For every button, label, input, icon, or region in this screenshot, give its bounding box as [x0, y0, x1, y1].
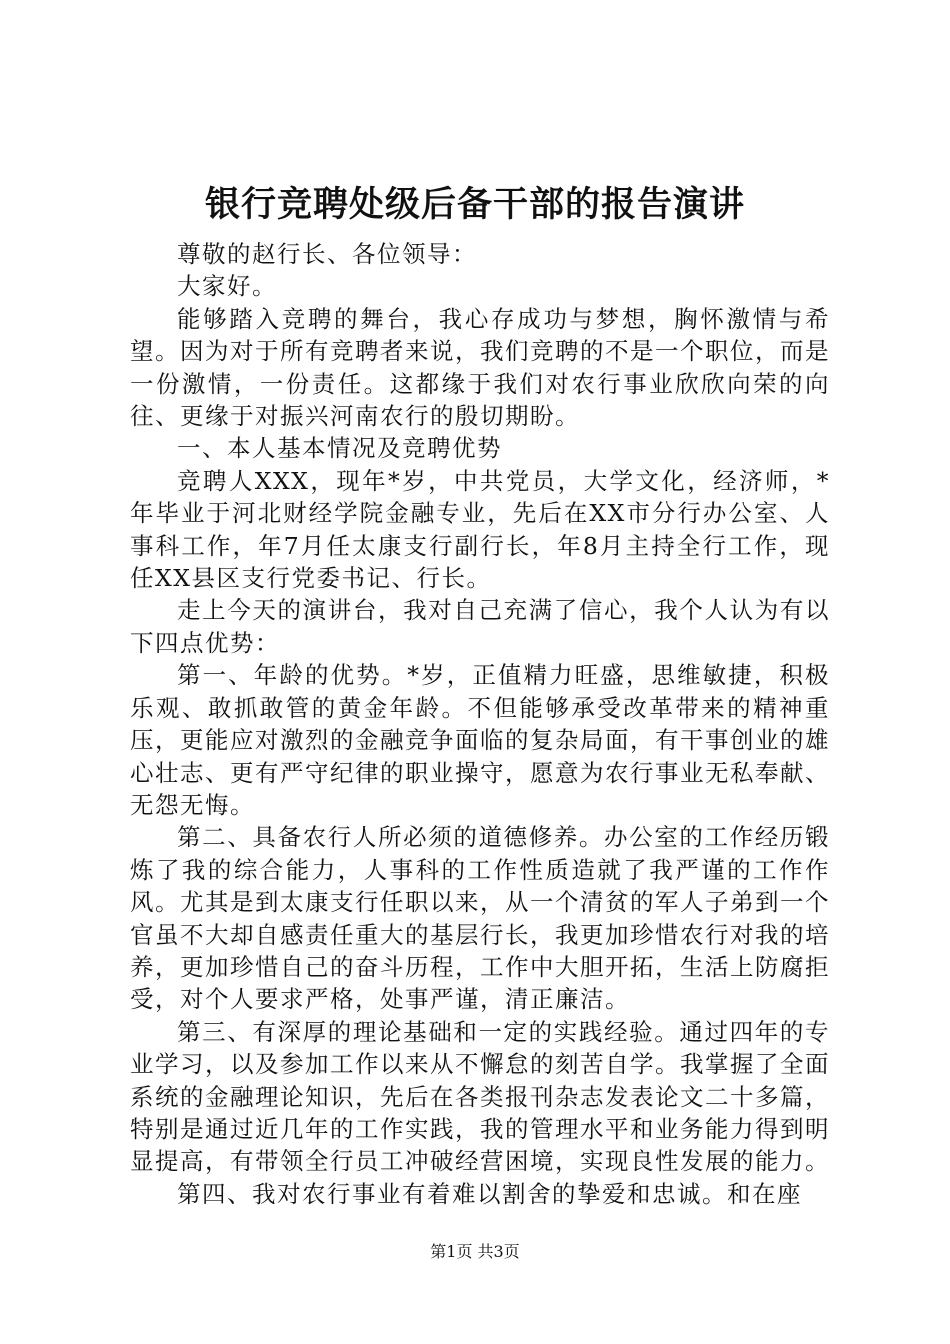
- document-title: 银行竞聘处级后备干部的报告演讲: [204, 184, 745, 225]
- paragraph: 第二、具备农行人所必须的道德修养。办公室的工作经历锻炼了我的综合能力，人事科的工作性质造就了我严谨的工作作风。尤其是到太康支行任职以来，从一个清贫的军人子弟到一个官虽不大却自感责任重大的基层行长，我更加珍惜农行对我的培养，更加珍惜自己的奋斗历程，工作中大胆开拓，生活上防腐拒受，对个人要求严格，处事严谨，清正廉洁。: [130, 823, 830, 1014]
- page-footer: 第1页 共3页: [430, 1242, 520, 1261]
- paragraph: 能够踏入竞聘的舞台，我心存成功与梦想，胸怀激情与希望。因为对于所有竞聘者来说，我们竞聘的不是一个职位，而是一份激情，一份责任。这都缘于我们对农行事业欣欣向荣的向往、更缘于对振兴河南农行的殷切期盼。: [130, 304, 830, 431]
- salutation: 尊敬的赵行长、各位领导：: [177, 240, 477, 268]
- paragraph: 第三、有深厚的理论基础和一定的实践经验。通过四年的专业学习，以及参加工作以来从不懈怠的刻苦自学。我掌握了全面系统的金融理论知识，先后在各类报刊杂志发表论文二十多篇，特别是通过近几年的工作实践，我的管理水平和业务能力得到明显提高，有带领全行员工冲破经营困境，实现良性发展的能力。: [130, 1017, 830, 1176]
- document-body: [130, 238, 830, 1210]
- paragraph: 走上今天的演讲台，我对自己充满了信心，我个人认为有以下四点优势：: [130, 596, 830, 657]
- paragraph: 第四、我对农行事业有着难以割舍的挚爱和忠诚。和在座: [177, 1179, 802, 1208]
- section-heading: 一、本人基本情况及竞聘优势: [177, 434, 502, 463]
- paragraph: 竞聘人XXX，现年*岁，中共党员，大学文化，经济师，*年毕业于河北财经学院金融专业，先后在XX市分行办公室、人事科工作，年7月任太康支行副行长，年8月主持全行工作，现任XX县区支行党委书记、行长。: [130, 466, 830, 593]
- greeting: 大家好。: [177, 272, 277, 301]
- paragraph: 第一、年龄的优势。*岁，正值精力旺盛，思维敏捷，积极乐观、敢抓敢管的黄金年龄。不但能够承受改革带来的精神重压，更能应对激烈的金融竞争面临的复杂局面，有干事创业的雄心壮志、更有严守纪律的职业操守，愿意为农行事业无私奉献、无怨无悔。: [130, 661, 830, 819]
